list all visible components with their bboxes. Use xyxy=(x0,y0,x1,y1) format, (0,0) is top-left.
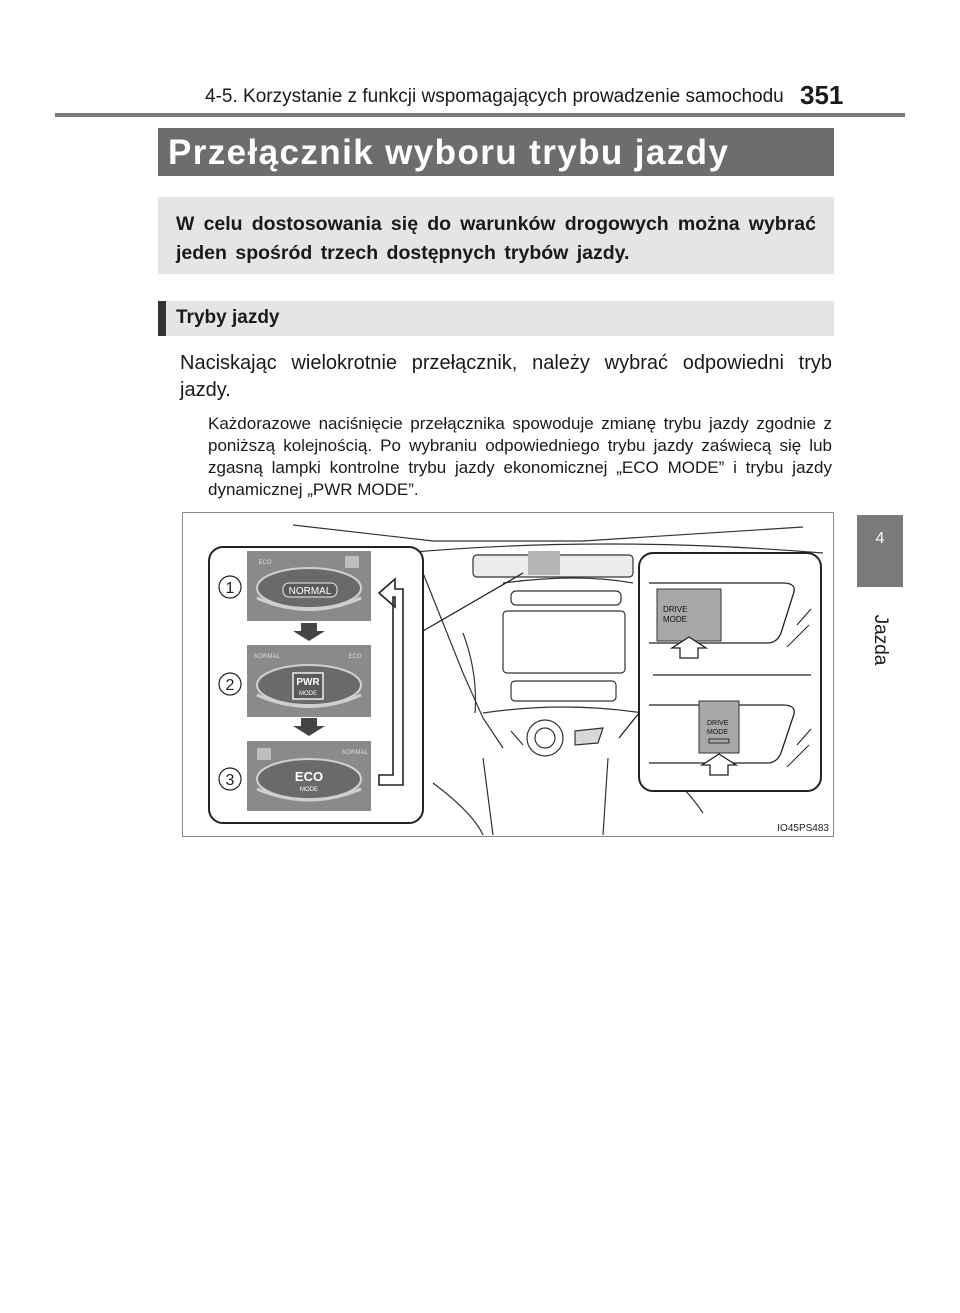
intro-text: W celu dostosowania się do warunków drogowych można wybrać jeden spośród trzech dostępnych trybów jazdy. xyxy=(176,213,816,264)
illustration-figure xyxy=(182,512,834,837)
section-heading-accent xyxy=(158,301,166,336)
svg-text:MODE: MODE xyxy=(300,787,318,793)
screen-3-right-indicator: NORMAL xyxy=(342,750,368,756)
screen-1-mode-label: NORMAL xyxy=(288,586,332,597)
chapter-label: Jazda xyxy=(870,614,891,666)
note-text: Każdorazowe naciśnięcie przełącznika spowoduje zmianę trybu jazdy zgodnie z poniższą kolejnością. Po wybraniu odpowiedniego trybu jazdy zaświecą się lub zgasną lampki kontrolne trybu jazdy ekonomicznej „ECO MODE” i trybu jazdy dynamicznej „PWR MODE”. xyxy=(208,414,832,499)
button-top-text-2: MODE xyxy=(663,615,687,624)
page-title: Przełącznik wyboru trybu jazdy xyxy=(168,133,730,172)
drive-mode-illustration xyxy=(183,513,835,838)
chapter-number: 4 xyxy=(875,530,885,547)
svg-text:PWR: PWR xyxy=(296,677,320,688)
button-bottom-text-1: DRIVE xyxy=(707,720,729,727)
image-code: IO45PS483 xyxy=(777,823,829,834)
screen-3-mode-label: ECO MODE xyxy=(309,805,315,806)
running-head: 4-5. Korzystanie z funkcji wspomagających prowadzenie samochodu xyxy=(205,86,784,107)
button-top-text-1: DRIVE xyxy=(663,605,688,614)
chapter-label-wrapper xyxy=(856,600,904,680)
section-heading: Tryby jazdy xyxy=(176,307,280,328)
switch-detail-panel xyxy=(639,553,821,791)
step-number-1: 1 xyxy=(225,580,235,597)
header-rule xyxy=(55,113,905,117)
mode-sequence-panel xyxy=(209,547,423,823)
screen-2-left-indicator: NORMAL xyxy=(254,654,280,660)
mode-screen-normal xyxy=(247,551,371,621)
step-number-2: 2 xyxy=(225,677,235,694)
svg-text:ECO: ECO xyxy=(294,769,324,784)
callout-line xyxy=(619,713,639,738)
instruction-text: Naciskając wielokrotnie przełącznik, należy wybrać odpowiedni tryb jazdy. xyxy=(180,352,832,401)
button-bottom-text-2: MODE xyxy=(707,729,728,736)
mode-screen-pwr xyxy=(247,645,371,717)
step-number-3: 3 xyxy=(225,772,235,789)
mode-screen-eco xyxy=(247,741,371,811)
screen-1-left-indicator: ECO xyxy=(258,560,272,566)
screen-2-right-indicator: ECO xyxy=(348,654,362,660)
svg-text:MODE: MODE xyxy=(299,691,317,697)
callout-line xyxy=(423,573,523,631)
screen-2-mode-label: PWR MODE xyxy=(308,713,314,714)
chapter-tab xyxy=(857,515,903,587)
page-number: 351 xyxy=(800,80,844,110)
